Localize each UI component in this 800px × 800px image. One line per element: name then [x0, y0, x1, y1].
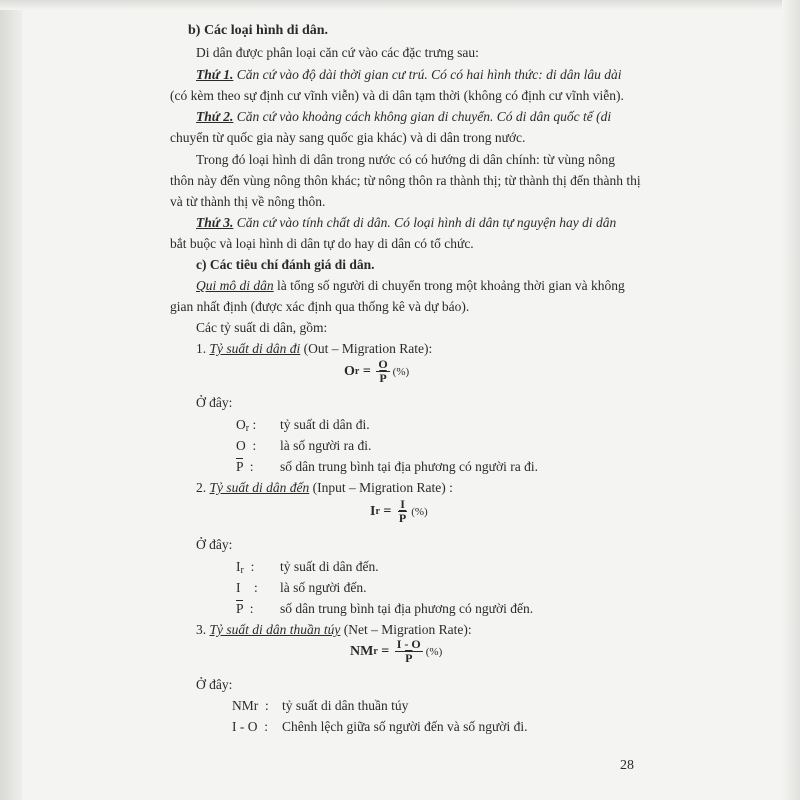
scale-definition — [196, 279, 625, 293]
rate-3-fraction — [395, 638, 423, 665]
criterion-2-text: Căn cứ vào khoảng cách không gian di chuyển. Có di dân quốc tế (di — [233, 109, 612, 124]
rate-1-eq: = — [359, 363, 375, 379]
section-b-intro: Di dân được phân loại căn cứ vào các đặc trưng sau: — [196, 45, 479, 60]
criterion-1 — [196, 68, 622, 82]
rate-2-def-1-sub: r — [240, 565, 244, 576]
scale-text: là tổng số người di chuyển trong một khoảng thời gian và không — [273, 278, 625, 293]
rate-3-name: Tỷ suất di dân thuần túy — [209, 622, 341, 637]
rate-1-number: 1. — [196, 341, 210, 356]
rate-2-def-1-symbol — [236, 560, 254, 576]
domestic-line-2: thôn này đến vùng nông thôn khác; từ nông thôn ra thành thị; từ thành thị đến thành thị — [170, 173, 641, 188]
page-shadow-right — [782, 0, 800, 800]
domestic-line-3: và từ thành thị về nông thôn. — [170, 194, 326, 209]
rates-intro: Các tỷ suất di dân, gồm: — [196, 320, 328, 335]
page-number: 28 — [620, 758, 634, 773]
rate-1-def-3-symbol — [236, 460, 254, 474]
rate-1-def-3-sym: $\overline{P}$ — [236, 459, 244, 474]
section-c-heading: c) Các tiêu chí đánh giá di dân. — [196, 257, 375, 272]
rate-3-lhs-sub: r — [373, 646, 378, 658]
scale-term: Qui mô di dân — [196, 278, 274, 293]
rate-1-title — [196, 342, 432, 356]
rate-2-formula — [370, 498, 428, 525]
criterion-3-continued: bắt buộc và loại hình di dân tự do hay di dân có tổ chức. — [170, 236, 474, 251]
rate-1-fraction — [376, 358, 389, 385]
rate-3-eq: = — [377, 643, 393, 659]
criterion-2-label: Thứ 2. — [196, 109, 234, 124]
rate-1-unit: (%) — [392, 365, 410, 378]
rate-2-unit: (%) — [411, 505, 428, 518]
rate-3-def-1-symbol: NMr : — [232, 698, 269, 713]
rate-1-def-3-text: số dân trung bình tại địa phương có người ra đi. — [280, 459, 538, 474]
scale-continued: gian nhất định (được xác định qua thống kê và dự báo). — [170, 299, 470, 314]
rate-2-def-3-text: số dân trung bình tại địa phương có người đến. — [280, 601, 534, 616]
rate-2-lhs-sub: r — [375, 506, 380, 518]
rate-3-def-1-text: tỷ suất di dân thuần túy — [282, 698, 409, 713]
criterion-3-text: Căn cứ vào tính chất di dân. Có loại hình di dân tự nguyện hay di dân — [233, 215, 617, 230]
rate-3-lhs: NM — [350, 643, 374, 659]
rate-1-denominator: P — [379, 371, 387, 386]
rate-1-def-2-text: là số người ra đi. — [280, 438, 372, 453]
rate-2-number: 2. — [196, 480, 210, 495]
rate-1-def-1-colon: : — [249, 417, 257, 432]
rate-1-def-1-sym: O — [236, 417, 246, 432]
rate-3-numerator: I - O — [396, 637, 421, 651]
rate-3-def-2-symbol — [232, 720, 268, 734]
criterion-2 — [196, 110, 611, 124]
rate-3-unit: (%) — [425, 645, 443, 658]
rate-3-formula — [350, 638, 442, 665]
rate-1-def-1-text: tỷ suất di dân đi. — [280, 417, 370, 432]
rate-3-def-2-colon: : — [257, 719, 269, 734]
rate-1-where: Ở đây: — [196, 395, 233, 410]
criterion-3 — [196, 216, 616, 230]
rate-2-fraction — [397, 498, 408, 525]
rate-2-name: Tỷ suất di dân đến — [209, 480, 310, 495]
rate-2-lhs: I — [370, 503, 376, 519]
domestic-line-1: Trong đó loại hình di dân trong nước có có hướng di dân chính: từ vùng nông — [196, 152, 615, 167]
rate-2-where: Ở đây: — [196, 537, 233, 552]
rate-2-def-3-colon: : — [243, 601, 254, 616]
page-shadow-top — [0, 0, 800, 10]
rate-1-lhs-sub: r — [354, 366, 360, 378]
rate-3-def-2-text: Chênh lệch giữa số người đến và số người đi. — [282, 719, 528, 734]
rate-2-def-1-text: tỷ suất di dân đến. — [280, 559, 379, 574]
criterion-2-continued: chuyển từ quốc gia này sang quốc gia khác) và di dân trong nước. — [170, 130, 526, 145]
rate-1-english: (Out – Migration Rate): — [300, 341, 433, 356]
rate-3-denominator: P — [405, 651, 413, 666]
page-shadow-left — [0, 0, 22, 800]
rate-2-def-2-text: là số người đến. — [280, 580, 367, 595]
criterion-3-label: Thứ 3. — [196, 215, 234, 230]
rate-1-def-1-sub: r — [245, 423, 250, 434]
criterion-1-continued: (có kèm theo sự định cư vĩnh viễn) và di dân tạm thời (không có định cư vĩnh viễn). — [170, 88, 624, 103]
rate-2-eq: = — [379, 503, 395, 519]
rate-3-english: (Net – Migration Rate): — [340, 622, 472, 637]
rate-2-def-3-symbol — [236, 602, 254, 616]
rate-1-numerator: O — [378, 357, 388, 371]
rate-1-def-3-colon: : — [243, 459, 254, 474]
rate-3-number: 3. — [196, 622, 210, 637]
rate-3-title — [196, 623, 472, 637]
rate-3-def-2-sym: I - O — [232, 719, 258, 734]
section-b-heading: b) Các loại hình di dân. — [188, 23, 329, 38]
rate-1-name: Tỷ suất di dân đi — [209, 341, 301, 356]
rate-1-lhs: O — [344, 363, 355, 379]
rate-2-title — [196, 481, 453, 495]
criterion-1-text: Căn cứ vào độ dài thời gian cư trú. Có có hai hình thức: di dân lâu dài — [233, 67, 622, 82]
rate-1-def-2-symbol: O : — [236, 438, 257, 453]
rate-1-formula — [344, 358, 409, 385]
rate-3-where: Ở đây: — [196, 677, 233, 692]
rate-2-def-1-sym: I — [236, 559, 241, 574]
rate-1-def-1-symbol — [236, 418, 256, 434]
rate-2-numerator: I — [400, 497, 405, 511]
rate-2-def-1-colon: : — [243, 559, 255, 574]
criterion-1-label: Thứ 1. — [196, 67, 234, 82]
rate-2-english: (Input – Migration Rate) : — [309, 480, 453, 495]
rate-2-def-2-symbol: I : — [236, 580, 258, 595]
rate-2-denominator: P — [398, 511, 407, 526]
rate-2-def-3-sym: $\overline{P}$ — [236, 601, 244, 616]
